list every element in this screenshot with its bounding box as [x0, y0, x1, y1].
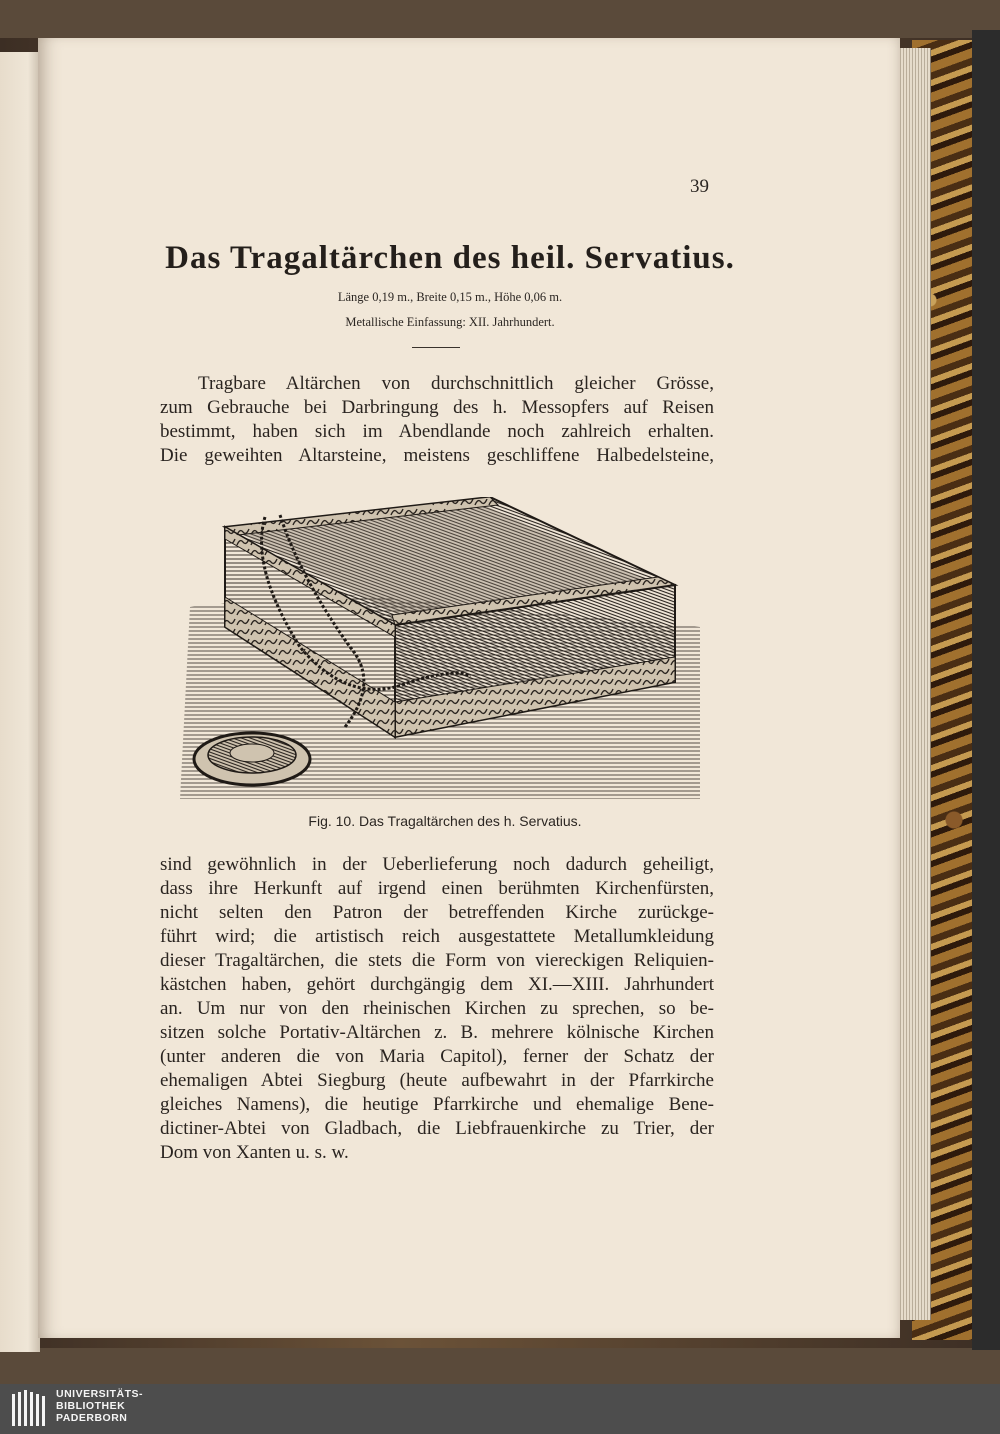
text-line: Die geweihten Altarsteine, meistens geschliffene Halbedelsteine, [160, 445, 714, 466]
logo-line: BIBLIOTHEK [56, 1400, 126, 1412]
dating-line: Metallische Einfassung: XII. Jahrhundert. [345, 315, 555, 329]
paragraph-main [160, 853, 714, 1165]
text-line: sitzen solche Portativ-Altärchen z. B. mehrere kölnische Kirchen [160, 1022, 714, 1043]
page-number: 39 [690, 176, 709, 197]
text-line: dass ihre Herkunft auf irgend einen berühmten Kirchenfürsten, [160, 878, 714, 899]
page-title: Das Tragaltärchen des heil. Servatius. [165, 240, 735, 276]
text-line: führt wird; die artistisch reich ausgestattete Metallumkleidung [160, 926, 714, 947]
divider-rule [412, 347, 460, 348]
text-line: nicht selten den Patron der betreffenden Kirche zurückge- [160, 902, 714, 923]
logo-line: UNIVERSITÄTS- [56, 1388, 144, 1400]
text-line: dictiner-Abtei von Gladbach, die Liebfrauenkirche zu Trier, der [160, 1118, 714, 1139]
text-line: Tragbare Altärchen von durchschnittlich gleicher Grösse, [198, 373, 714, 394]
portable-altar-engraving [180, 497, 700, 799]
dimensions-line: Länge 0,19 m., Breite 0,15 m., Höhe 0,06 m. [337, 290, 563, 304]
figure-caption: Fig. 10. Das Tragaltärchen des h. Servatius. [308, 813, 582, 829]
text-line: ehemaligen Abtei Siegburg (heute aufbewahrt in der Pfarrkirche [160, 1070, 714, 1091]
text-line: zum Gebrauche bei Darbringung des h. Messopfers auf Reisen [160, 397, 714, 418]
logo-line: PADERBORN [56, 1412, 128, 1424]
text-line: bestimmt, haben sich im Abendlande noch zahlreich erhalten. [160, 421, 714, 442]
text-line: an. Um nur von den rheinischen Kirchen zu sprechen, so be- [160, 998, 714, 1019]
text-line: (unter anderen die von Maria Capitol), ferner der Schatz der [160, 1046, 714, 1067]
library-logo-text [56, 1388, 143, 1424]
library-logo-icon [12, 1390, 48, 1426]
book-board-edge [972, 30, 1000, 1350]
text-line: sind gewöhnlich in der Ueberlieferung noch dadurch geheiligt, [160, 854, 714, 875]
text-line: Dom von Xanten u. s. w. [160, 1142, 349, 1163]
library-footer-bar [0, 1384, 1000, 1434]
text-line: kästchen haben, gehört durchgängig dem XI.—XIII. Jahrhundert [160, 974, 714, 995]
paragraph-intro [160, 372, 714, 468]
left-page-edge [0, 52, 40, 1352]
text-line: gleiches Namens), die heutige Pfarrkirche und ehemalige Bene- [160, 1094, 714, 1115]
text-line: dieser Tragaltärchen, die stets die Form von viereckigen Reliquien- [160, 950, 714, 971]
